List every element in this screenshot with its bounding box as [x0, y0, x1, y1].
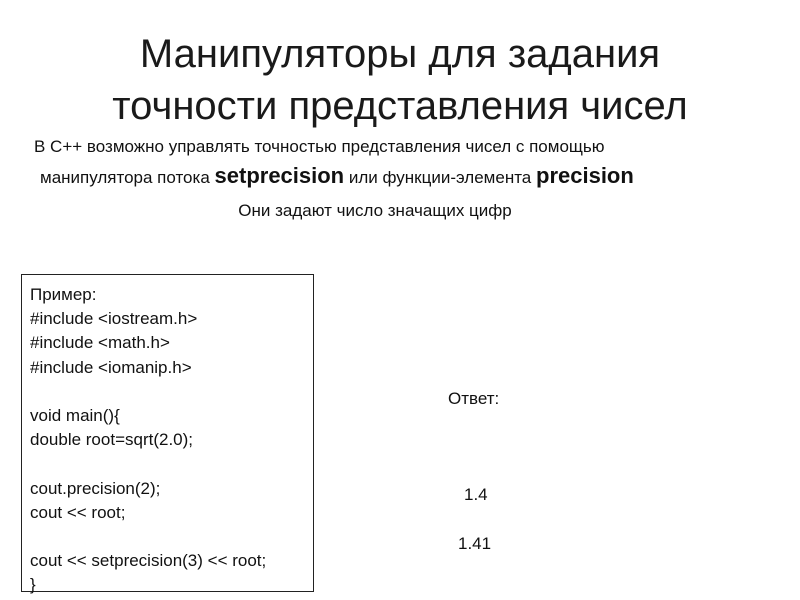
- code-line: #include <math.h>: [30, 333, 170, 353]
- code-line: }: [30, 575, 36, 595]
- code-line: Пример:: [30, 285, 97, 304]
- code-line: [30, 525, 305, 549]
- slide-title-line-2: точности представления чисел: [112, 84, 688, 128]
- intro-text-prefix: манипулятора потока: [40, 168, 210, 187]
- code-line: cout << root;: [30, 502, 126, 522]
- setprecision-keyword: setprecision: [214, 163, 345, 188]
- answer-label: Ответ:: [448, 389, 500, 408]
- code-line: cout.precision(2);: [30, 478, 161, 498]
- answer-value-1: 1.4: [464, 485, 488, 504]
- intro-text-line-3: Они задают число значащих цифр: [238, 201, 512, 220]
- intro-text-line-1: В С++ возможно управлять точностью представления чисел с помощью: [34, 137, 605, 156]
- intro-text-line-2: [40, 162, 634, 192]
- code-line: [30, 380, 305, 404]
- slide-title-line-1: Манипуляторы для задания: [139, 32, 661, 76]
- code-example-box: [21, 274, 314, 595]
- code-line: void main(){: [30, 405, 120, 425]
- slide-title: [0, 28, 800, 132]
- code-line: [30, 452, 305, 476]
- code-line: double root=sqrt(2.0);: [30, 430, 194, 450]
- code-line: #include <iomanip.h>: [30, 357, 192, 377]
- code-line: #include <iostream.h>: [30, 309, 198, 329]
- code-line: cout << setprecision(3) << root;: [30, 551, 267, 571]
- answer-value-2: 1.41: [458, 534, 492, 553]
- precision-keyword: precision: [536, 163, 634, 188]
- intro-text-middle: или функции-элемента: [348, 168, 532, 187]
